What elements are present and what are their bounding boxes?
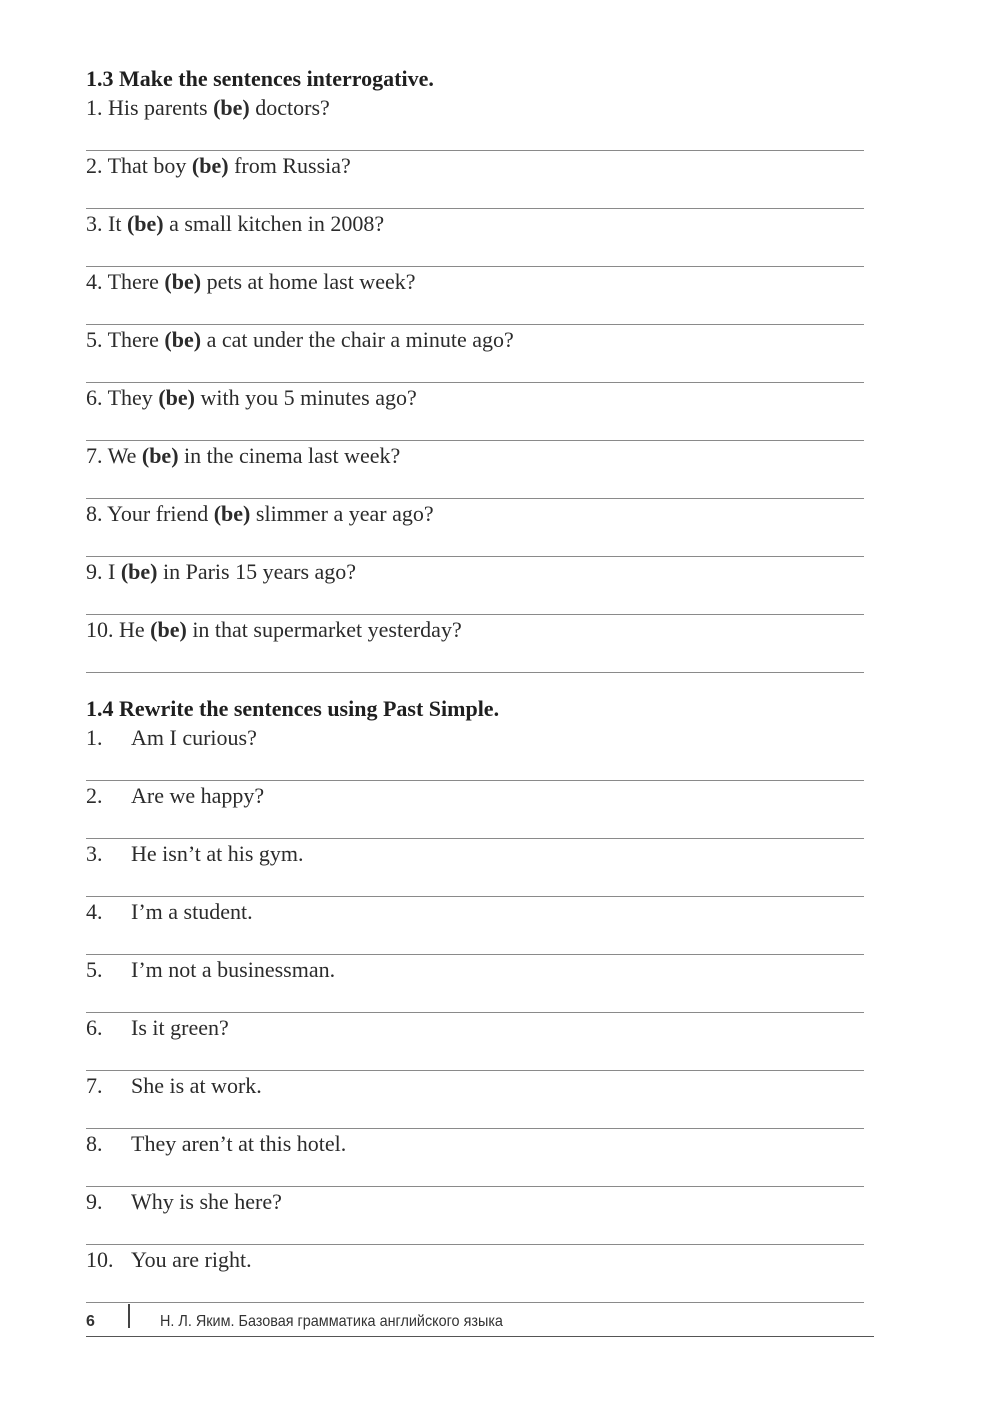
item-text-post: in that supermarket yesterday?: [186, 617, 462, 642]
item-number: 10.: [86, 1247, 114, 1272]
item-verb: (be): [191, 153, 229, 178]
item-text-pre: 9. I: [86, 559, 121, 584]
exercise-1-3-item-6: [86, 383, 864, 441]
exercise-1-4-item-6: [86, 1013, 864, 1071]
exercise-1-4-item-3: [86, 839, 864, 897]
page-number: 6: [86, 1313, 95, 1330]
exercise-1-4: [86, 694, 864, 1303]
exercise-1-3-item-2: [86, 151, 864, 209]
item-text: She is at work.: [131, 1073, 262, 1098]
item-text-pre: 1. His parents: [86, 95, 214, 120]
item-number: 8.: [86, 1131, 103, 1156]
item-number: 4.: [86, 899, 103, 924]
item-text-post: pets at home last week?: [201, 269, 416, 294]
exercise-1-4-item-8: [86, 1129, 864, 1187]
exercise-1-4-item-7: [86, 1071, 864, 1129]
item-verb: (be): [164, 327, 202, 352]
item-text-pre: 7. We: [86, 443, 142, 468]
item-number: 2.: [86, 783, 103, 808]
item-text-post: in the cinema last week?: [178, 443, 401, 468]
item-verb: (be): [213, 501, 251, 526]
exercise-1-4-item-4: [86, 897, 864, 955]
item-text-pre: 2. That boy: [86, 153, 192, 178]
exercise-1-3-item-3: [86, 209, 864, 267]
item-verb: (be): [164, 269, 202, 294]
item-text: Am I curious?: [131, 725, 257, 750]
item-text-post: with you 5 minutes ago?: [194, 385, 417, 410]
item-text-pre: 5. There: [86, 327, 165, 352]
exercise-1-3-item-7: [86, 441, 864, 499]
item-text: I’m not a businessman.: [131, 957, 336, 982]
exercise-1-3-item-10: [86, 615, 864, 673]
item-verb: (be): [213, 95, 250, 120]
item-text-pre: 10. He: [86, 617, 151, 642]
book-title: Н. Л. Яким. Базовая грамматика английского языка: [160, 1313, 503, 1330]
item-verb: (be): [141, 443, 179, 468]
item-text: He isn’t at his gym.: [131, 841, 304, 866]
exercise-1-3-list: [86, 93, 864, 673]
item-text-pre: 6. They: [86, 385, 159, 410]
item-text: Why is she here?: [131, 1189, 282, 1214]
item-text-pre: 4. There: [86, 269, 165, 294]
exercise-1-4-item-1: [86, 723, 864, 781]
exercise-1-3-item-9: [86, 557, 864, 615]
exercise-1-3: [86, 64, 864, 673]
item-verb: (be): [126, 211, 164, 236]
item-text: I’m a student.: [131, 899, 253, 924]
item-text-post: slimmer a year ago?: [250, 501, 434, 526]
item-text-post: a cat under the chair a minute ago?: [201, 327, 514, 352]
exercise-1-4-list: [86, 723, 864, 1303]
exercise-1-3-item-4: [86, 267, 864, 325]
exercise-1-3-heading: 1.3 Make the sentences interrogative.: [86, 66, 434, 91]
item-text: They aren’t at this hotel.: [131, 1131, 347, 1156]
exercise-1-4-item-10: [86, 1245, 864, 1303]
exercise-1-4-item-5: [86, 955, 864, 1013]
item-text-post: in Paris 15 years ago?: [157, 559, 357, 584]
item-text-post: doctors?: [249, 95, 330, 120]
page-footer: [86, 1304, 874, 1337]
exercise-1-4-item-2: [86, 781, 864, 839]
item-verb: (be): [158, 385, 195, 410]
item-text: You are right.: [131, 1247, 252, 1272]
item-verb: (be): [120, 559, 158, 584]
exercise-1-3-item-8: [86, 499, 864, 557]
item-number: 1.: [86, 725, 103, 750]
item-text-post: from Russia?: [228, 153, 351, 178]
exercise-1-4-heading: 1.4 Rewrite the sentences using Past Simple.: [86, 696, 500, 721]
item-number: 9.: [86, 1189, 103, 1214]
item-number: 5.: [86, 957, 103, 982]
item-text: Are we happy?: [131, 783, 265, 808]
item-text-pre: 8. Your friend: [86, 501, 214, 526]
item-number: 7.: [86, 1073, 103, 1098]
item-text-pre: 3. It: [86, 211, 127, 236]
item-number: 6.: [86, 1015, 103, 1040]
exercise-1-4-item-9: [86, 1187, 864, 1245]
item-number: 3.: [86, 841, 103, 866]
footer-divider: [128, 1304, 130, 1328]
exercise-1-3-item-1: [86, 93, 864, 151]
item-verb: (be): [150, 617, 187, 642]
item-text-post: a small kitchen in 2008?: [163, 211, 385, 236]
item-text: Is it green?: [131, 1015, 229, 1040]
exercise-1-3-item-5: [86, 325, 864, 383]
